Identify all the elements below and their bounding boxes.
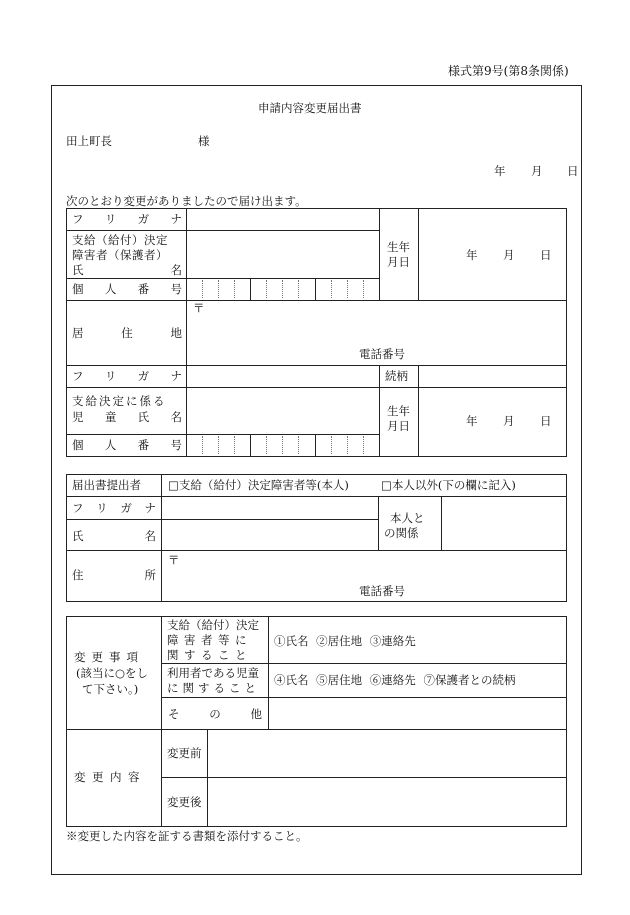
footnote: ※変更した内容を証する書類を添付すること。 [66,829,308,843]
birth-label-line1: 生年 [387,240,410,254]
submitter-address-label: 住 所 [72,568,156,582]
row1-label-line1: 支給（給付）決定 [167,618,259,632]
addressee-name: 田上町長 [66,134,112,148]
birth-month-label: 月 [503,248,515,262]
phone-label: 電話番号 [359,347,405,361]
recipient-name-label: 氏 名 [72,263,182,277]
recipient-label-line1: 支給（給付）決定 [72,233,168,247]
row1-label-line2: 障害者等に [167,633,252,647]
submitter-phone-label: 電話番号 [359,584,405,598]
child-label-line2: 児 童 氏 名 [72,410,182,424]
after-label: 変更後 [167,795,202,809]
postal-mark: 〒 [193,301,205,315]
individual-number-label-2: 個 人 番 号 [72,438,182,452]
birth-year-label: 年 [466,248,478,262]
recipient-label-line2: 障害者（保護者） [72,248,168,262]
address-label: 居 住 地 [72,326,182,340]
furigana-label-2: フ リ ガ ナ [72,369,182,383]
child-birth-day-label: 日 [540,414,552,428]
birth-day-label: 日 [540,248,552,262]
child-label-line1: 支給決定に係る [72,394,167,408]
submitter-postal-mark: 〒 [168,553,180,567]
individual-number-label: 個 人 番 号 [72,282,182,296]
child-birth-year-label: 年 [466,414,478,428]
option-self[interactable]: □支給（給付）決定障害者等(本人) [168,478,349,492]
date-day-label: 日 [567,164,579,178]
form-number: 様式第9号(第8条関係) [448,64,569,78]
date-month-label: 月 [531,164,543,178]
relation-label-line2: の関係 [384,526,419,540]
relation-label-line1: 本人と [390,511,425,525]
addressee-honorific: 様 [198,134,210,148]
submitter-name-label: 氏 名 [72,529,156,543]
form-title: 申請内容変更届出書 [258,101,362,115]
before-label: 変更前 [167,746,202,760]
child-birth-month-label: 月 [503,414,515,428]
option-other[interactable]: □本人以外(下の欄に記入) [381,478,516,492]
row2-label-line1: 利用者である児童 [167,666,259,680]
child-birth-label-line2: 月日 [387,419,410,433]
row3-label: そ の 他 [168,707,262,721]
row1-label-line3: 関すること [167,648,252,662]
row1-options[interactable]: ①氏名 ②居住地 ③連絡先 [274,634,416,648]
row2-label-line2: に関すること [167,681,260,695]
change-items-note-line2: て下さい。) [82,682,139,696]
birth-label-line2: 月日 [387,255,410,269]
submitter-furigana-label: フ リ ガ ナ [72,501,156,515]
change-items-note-line1: (該当に○をし [76,666,149,680]
intro-text: 次のとおり変更がありましたので届け出ます。 [66,194,307,208]
submitter-label: 届出書提出者 [72,478,141,492]
row2-options[interactable]: ④氏名 ⑤居住地 ⑥連絡先 ⑦保護者との続柄 [274,673,516,687]
child-birth-label-line1: 生年 [387,404,410,418]
date-year-label: 年 [494,164,506,178]
relationship-label: 続柄 [385,369,408,383]
change-items-label: 変更事項 [74,650,144,664]
furigana-label: フ リ ガ ナ [72,212,182,226]
change-content-label: 変更内容 [74,770,146,784]
